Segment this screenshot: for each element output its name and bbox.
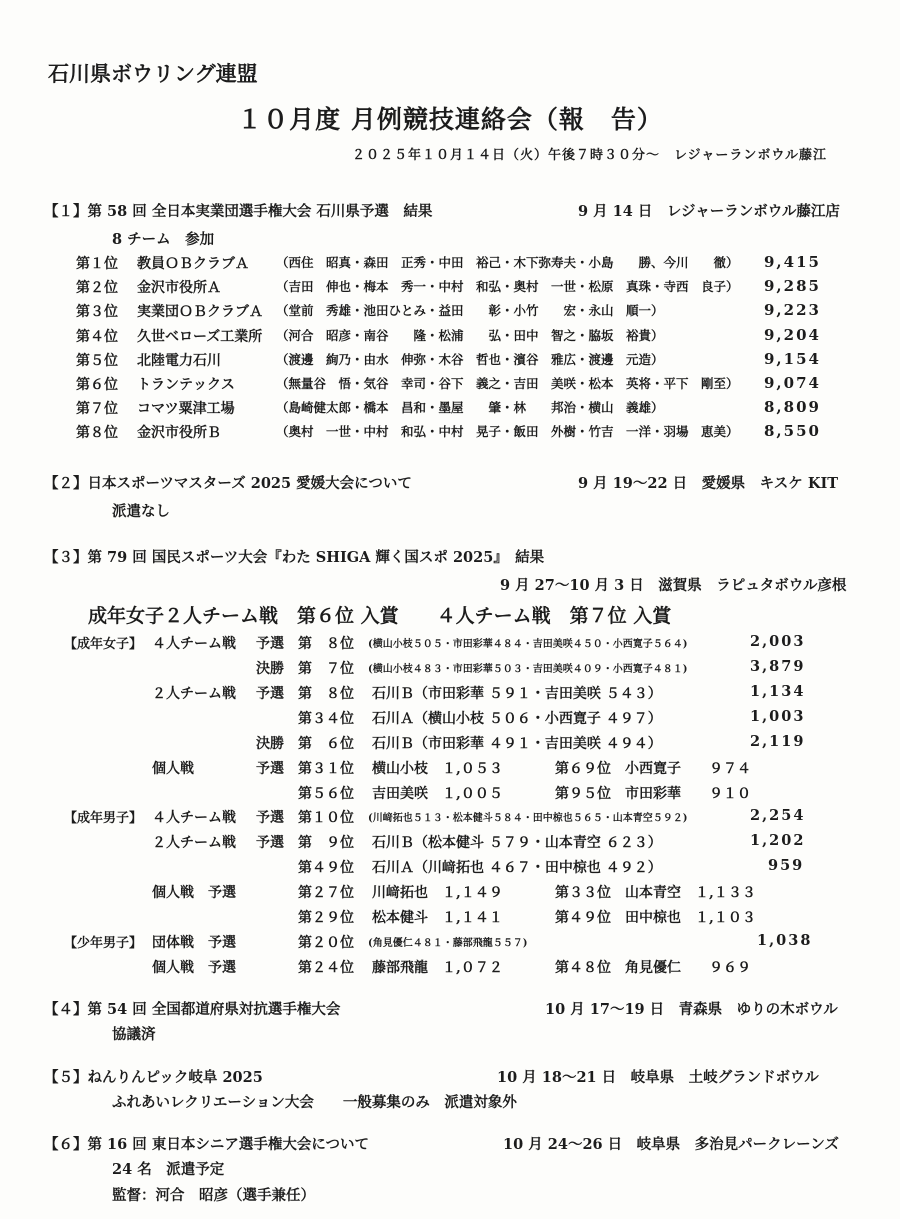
team-members: （堂前 秀雄・池田ひとみ・益田 彰・小竹 宏・永山 順一）	[276, 303, 664, 319]
section-3-info: 9 月 27～10 月 3 日 滋賀県 ラピュタボウル彦根	[500, 577, 847, 594]
team-name: 久世ベローズ工業所	[137, 328, 263, 345]
result-rank: 第６位	[76, 377, 118, 393]
result-rank: 第３位	[76, 304, 118, 321]
placement: 第 ６位	[298, 736, 354, 752]
section-6-heading: 【６】第 16 回 東日本シニア選手権大会について	[44, 1136, 370, 1153]
placement: 第２０位	[298, 935, 354, 951]
event-name: ４人チーム戦	[152, 636, 236, 652]
section-4-heading: 【４】第 54 回 全国都道府県対抗選手権大会	[44, 1001, 341, 1018]
result-detail-2: 第９５位 市田彩華 ９１０	[555, 786, 751, 802]
section-6-sub2: 監督：河合 昭彦（選手兼任）	[112, 1187, 315, 1204]
team-score: 9,154	[764, 349, 821, 368]
team-members: （無量谷 悟・気谷 幸司・谷下 義之・吉田 美咲・松本 英将・平下 剛至）	[276, 376, 739, 391]
team-name: 実業団ＯＢクラブＡ	[137, 304, 263, 321]
placement: 第４９位	[298, 860, 354, 876]
section-2-info: 9 月 19～22 日 愛媛県 キスケ KIT	[578, 475, 839, 492]
placement: 第３４位	[298, 711, 354, 727]
team-members: （吉田 伸也・梅本 秀一・中村 和弘・奥村 一世・松原 真珠・寺西 良子）	[276, 279, 739, 295]
result-detail: 石川Ａ（横山小枝 ５０６・小西寛子 ４９７）	[372, 711, 662, 727]
result-detail: 松本健斗 １,１４１	[372, 910, 503, 926]
result-detail: 横山小枝 １,０５３	[372, 761, 503, 777]
event-name: 団体戦 予選	[152, 935, 236, 951]
result-detail: (角見優仁４８１・藤部飛龍５５７)	[368, 938, 528, 949]
section-1-info: 9 月 14 日 レジャーランボウル藤江店	[578, 203, 840, 220]
result-score: 3,879	[750, 658, 806, 675]
placement: 第 ９位	[298, 835, 354, 851]
team-name: 金沢市役所Ａ	[137, 280, 221, 297]
result-detail: 石川Ａ（川﨑拓也 ４６７・田中椋也 ４９２）	[372, 860, 662, 876]
team-members: （西住 昭真・森田 正秀・中田 裕己・木下弥寿夫・小島 勝、今川 徹）	[276, 255, 739, 270]
result-detail: 石川Ｂ（市田彩華 ５９１・吉田美咲 ５４３）	[372, 686, 662, 702]
result-detail: 石川Ｂ（市田彩華 ４９１・吉田美咲 ４９４）	[372, 736, 662, 752]
page-title: １０月度 月例競技連絡会（報 告）	[237, 105, 663, 134]
result-score: 1,134	[750, 683, 806, 700]
section-2-heading: 【２】日本スポーツマスターズ 2025 愛媛大会について	[44, 475, 412, 492]
round-name: 決勝	[256, 661, 284, 677]
team-score: 9,074	[764, 374, 821, 392]
organization-name: 石川県ボウリング連盟	[48, 61, 258, 86]
result-score: 1,202	[750, 832, 806, 849]
event-name: ２人チーム戦	[152, 686, 236, 702]
team-members: （島崎健太郎・橋本 昌和・墨屋 肇・林 邦治・横山 義雄）	[276, 400, 664, 416]
result-detail: (川﨑拓也５１３・松本健斗５８４・田中椋也５６５・山本青空５９２)	[368, 813, 688, 824]
team-members: （河合 昭彦・南谷 隆・松浦 弘・田中 智之・脇坂 裕貴）	[276, 327, 664, 343]
team-name: コマツ粟津工場	[137, 401, 235, 418]
result-rank: 第２位	[76, 280, 118, 297]
placement: 第２９位	[298, 910, 354, 926]
placement: 第３１位	[298, 761, 354, 777]
result-score: 2,119	[750, 733, 806, 750]
result-rank: 第４位	[76, 328, 118, 345]
section-3-banner: 成年女子２人チーム戦 第６位 入賞 ４人チーム戦 第７位 入賞	[88, 605, 672, 627]
section-6-sub: 24 名 派遣予定	[112, 1161, 225, 1178]
team-members: （奥村 一世・中村 和弘・中村 晃子・飯田 外樹・竹吉 一洋・羽場 恵美）	[276, 424, 739, 440]
result-detail: (横山小枝４８３・市田彩華５０３・吉田美咲４０９・小西寛子４８１)	[368, 664, 688, 675]
placement: 第２７位	[298, 885, 354, 901]
team-score: 9,415	[764, 253, 821, 271]
result-detail: 石川Ｂ（松本健斗 ５７９・山本青空 ６２３）	[372, 835, 662, 851]
team-members: （渡邊 絢乃・由水 伸弥・木谷 哲也・濱谷 雅広・渡邊 元造）	[276, 351, 664, 367]
round-name: 予選	[256, 636, 284, 652]
section-5-sub: ふれあいレクリエーション大会 一般募集のみ 派遣対象外	[112, 1094, 517, 1111]
result-detail-2: 第４９位 田中椋也 １,１０３	[555, 910, 756, 926]
result-score: 2,003	[750, 633, 806, 650]
placement: 第 ７位	[298, 661, 354, 677]
result-detail: 川﨑拓也 １,１４９	[372, 885, 503, 901]
event-name: 個人戦 予選	[152, 885, 236, 901]
result-detail: 吉田美咲 １,００５	[372, 786, 503, 802]
meeting-dateline: ２０２５年１０月１４日（火）午後７時３０分～ レジャーランボウル藤江	[352, 148, 828, 163]
result-detail: (横山小枝５０５・市田彩華４８４・吉田美咲４５０・小西寛子５６４)	[368, 639, 688, 650]
team-name: 金沢市役所Ｂ	[137, 425, 221, 442]
result-score: 1,038	[757, 932, 813, 949]
result-detail-2: 第３３位 山本青空 １,１３３	[555, 885, 756, 901]
result-score: 959	[768, 857, 805, 874]
placement: 第 ８位	[298, 686, 354, 702]
section-1-sub: 8 チーム 参加	[112, 231, 215, 248]
round-name: 決勝	[256, 736, 284, 752]
team-score: 9,285	[764, 277, 821, 296]
result-detail: 藤部飛龍 １,０７２	[372, 960, 503, 976]
placement: 第５６位	[298, 786, 354, 802]
team-score: 8,550	[764, 422, 821, 441]
team-score: 8,809	[764, 398, 821, 417]
section-4-sub: 協議済	[112, 1026, 156, 1043]
team-score: 9,204	[764, 325, 821, 344]
team-name: 教員ＯＢクラブＡ	[137, 256, 249, 272]
team-name: トランテックス	[137, 377, 235, 393]
category-label: 【成年男子】	[64, 811, 143, 826]
category-label: 【成年女子】	[64, 637, 143, 652]
team-name: 北陸電力石川	[137, 352, 221, 369]
round-name: 予選	[256, 761, 284, 777]
event-name: ４人チーム戦	[152, 810, 236, 826]
event-name: ２人チーム戦	[152, 835, 236, 851]
result-detail-2: 第４８位 角見優仁 ９６９	[555, 960, 751, 976]
section-1-heading: 【１】第 58 回 全日本実業団選手権大会 石川県予選 結果	[44, 203, 433, 220]
round-name: 予選	[256, 810, 284, 826]
result-score: 2,254	[750, 807, 806, 824]
placement: 第 ８位	[298, 636, 354, 652]
result-rank: 第５位	[76, 352, 118, 369]
placement: 第１０位	[298, 810, 354, 826]
result-rank: 第７位	[76, 401, 118, 418]
section-3-heading: 【３】第 79 回 国民スポーツ大会『わた SHIGA 輝く国スポ 2025』 結果	[44, 549, 545, 566]
result-score: 1,003	[750, 708, 806, 725]
category-label: 【少年男子】	[64, 936, 143, 951]
result-detail-2: 第６９位 小西寛子 ９７４	[555, 761, 751, 777]
placement: 第２４位	[298, 960, 354, 976]
section-4-info: 10 月 17～19 日 青森県 ゆりの木ボウル	[545, 1001, 838, 1018]
section-5-heading: 【５】ねんりんピック岐阜 2025	[44, 1069, 263, 1086]
round-name: 予選	[256, 835, 284, 851]
section-6-info: 10 月 24～26 日 岐阜県 多治見パークレーンズ	[503, 1136, 839, 1153]
section-5-info: 10 月 18～21 日 岐阜県 土岐グランドボウル	[497, 1069, 819, 1086]
team-score: 9,223	[764, 301, 821, 320]
result-rank: 第１位	[76, 256, 118, 272]
event-name: 個人戦	[152, 761, 194, 777]
result-rank: 第８位	[76, 425, 118, 442]
section-2-sub: 派遣なし	[112, 503, 170, 520]
round-name: 予選	[256, 686, 284, 702]
event-name: 個人戦 予選	[152, 960, 236, 976]
